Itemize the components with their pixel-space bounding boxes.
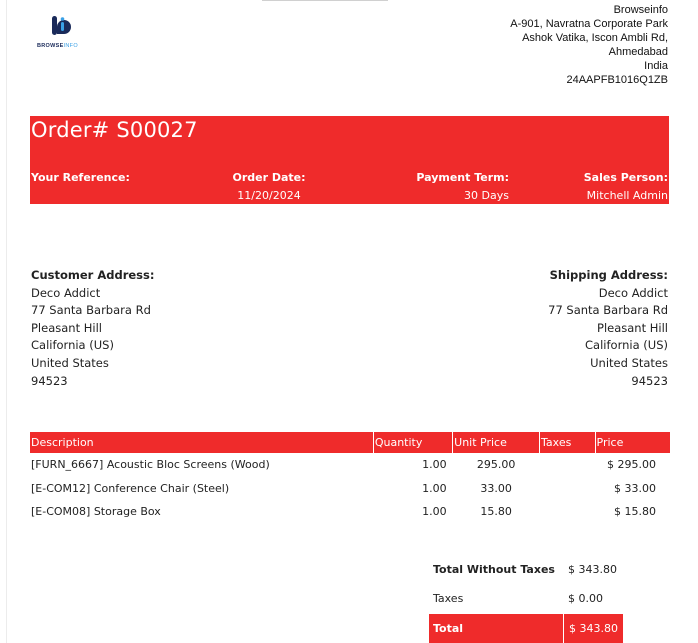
line-quantity: 1.00	[422, 505, 447, 519]
column-header-unit-price: Unit Price	[453, 432, 540, 453]
line-taxes	[540, 500, 595, 524]
line-unit-price: 15.80	[480, 505, 512, 519]
order-lines-table	[30, 432, 670, 524]
logo-wordmark: BROWSEINFO	[37, 43, 78, 49]
column-header-quantity: Quantity	[373, 432, 452, 453]
line-price: $ 33.00	[614, 481, 656, 495]
payment-term-label: Payment Term:	[416, 171, 509, 184]
your-reference-label: Your Reference:	[31, 171, 130, 184]
shipping-address-label: Shipping Address:	[549, 268, 668, 282]
totals-block	[429, 556, 623, 643]
company-name: Browseinfo	[613, 4, 668, 16]
shipping-address-line: Deco Addict	[598, 285, 668, 300]
grand-total-value: $ 343.80	[563, 614, 618, 643]
grand-total-label: Total	[433, 622, 464, 635]
customer-address-line: 94523	[31, 373, 68, 388]
payment-term-field	[416, 169, 509, 205]
payment-term-value: 30 Days	[464, 189, 509, 202]
company-logo	[37, 13, 87, 53]
sales-person-field	[584, 169, 668, 205]
customer-address-line: 77 Santa Barbara Rd	[31, 303, 151, 318]
total-without-taxes-label: Total Without Taxes	[433, 563, 555, 576]
column-header-price: Price	[595, 432, 670, 453]
column-header-taxes: Taxes	[540, 432, 595, 453]
customer-address-line: California (US)	[31, 338, 114, 353]
top-divider	[262, 0, 388, 1]
table-header-row	[30, 432, 670, 453]
line-taxes	[540, 477, 595, 501]
shipping-address-line: California (US)	[585, 338, 668, 353]
taxes-value: $ 0.00	[568, 592, 603, 605]
column-header-description: Description	[30, 432, 373, 453]
shipping-address-line: 77 Santa Barbara Rd	[548, 303, 668, 318]
taxes-label: Taxes	[433, 592, 464, 605]
order-date-label: Order Date:	[232, 171, 306, 184]
company-address-line: Ashok Vatika, Iscon Ambli Rd,	[522, 32, 668, 44]
table-row	[30, 500, 670, 524]
company-address-line: India	[644, 60, 668, 72]
line-description: [FURN_6667] Acoustic Bloc Screens (Wood)	[31, 458, 270, 472]
line-unit-price: 295.00	[476, 458, 516, 472]
company-address-line: A-901, Navratna Corporate Park	[510, 18, 668, 30]
order-date-field	[214, 169, 324, 223]
shipping-address-line: 94523	[631, 373, 668, 388]
customer-address	[31, 267, 154, 390]
table-row	[30, 453, 670, 477]
line-quantity: 1.00	[422, 481, 447, 495]
line-price: $ 15.80	[614, 505, 656, 519]
shipping-address	[548, 267, 668, 390]
order-title: Order# S00027	[31, 118, 198, 142]
table-row	[30, 477, 670, 501]
company-address-line: Ahmedabad	[608, 46, 668, 58]
customer-address-line: Deco Addict	[31, 285, 101, 300]
taxes-row	[429, 585, 623, 614]
customer-address-label: Customer Address:	[31, 268, 155, 282]
line-quantity: 1.00	[422, 458, 447, 472]
customer-address-line: United States	[31, 355, 109, 370]
your-reference-field	[31, 169, 130, 187]
shipping-address-line: United States	[590, 355, 668, 370]
page-edge	[6, 0, 7, 643]
company-tax-id: 24AAPFB1016Q1ZB	[566, 74, 668, 86]
grand-total-row	[429, 614, 623, 643]
sales-person-label: Sales Person:	[583, 171, 668, 184]
sales-person-value: Mitchell Admin	[586, 189, 668, 202]
line-unit-price: 33.00	[480, 481, 512, 495]
company-address	[510, 3, 668, 87]
line-taxes	[540, 453, 595, 477]
shipping-address-line: Pleasant Hill	[597, 320, 668, 335]
line-description: [E-COM12] Conference Chair (Steel)	[31, 481, 230, 495]
line-description: [E-COM08] Storage Box	[31, 505, 161, 519]
customer-address-line: Pleasant Hill	[31, 320, 102, 335]
line-price: $ 295.00	[607, 458, 656, 472]
order-date-value: 11/20/2024 23:28:18	[237, 189, 301, 220]
total-without-taxes-row	[429, 556, 623, 585]
order-banner	[30, 116, 669, 220]
total-without-taxes-value: $ 343.80	[568, 563, 617, 576]
browseinfo-logo-icon	[51, 13, 75, 41]
